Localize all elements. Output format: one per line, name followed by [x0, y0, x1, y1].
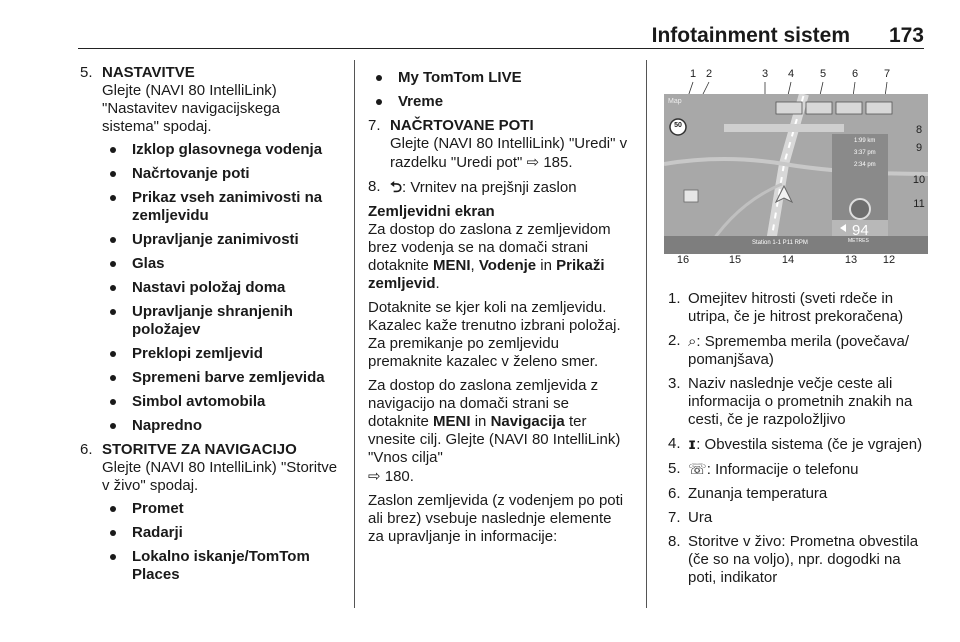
bullet-item: Preklopi zemljevid	[102, 345, 340, 363]
item-number: 7.	[368, 117, 381, 134]
bullet-item: My TomTom LIVE	[368, 69, 630, 87]
list-item-settings	[80, 64, 340, 435]
callout-label: 14	[781, 254, 795, 266]
map-view	[664, 94, 928, 254]
callout-label: 7	[883, 68, 891, 80]
bullet-item: Upravljanje shranjenih položajev	[102, 303, 340, 339]
page-title: Infotainment sistem	[651, 24, 850, 47]
list-item: 1. Omejitev hitrosti (sveti rdeče in utripa, če je hitrost prekoračena)	[668, 290, 904, 325]
callout-label: 8	[915, 124, 923, 136]
item-number: 6.	[80, 441, 93, 458]
bullet-item: Napredno	[102, 417, 340, 435]
zoom-icon: ⌕	[688, 332, 697, 350]
column-1	[80, 64, 340, 590]
paragraph: Za dostop do zaslona z zemljevidom brez vodenja se na domači strani dotaknite MENI, Vodenje in Prikaži zemljevid.	[368, 221, 611, 292]
callout-label: 13	[844, 254, 858, 266]
list-item: 3. Naziv naslednje večje ceste ali informacija o prometnih znakih na cesti, če je razpoložljivo	[668, 375, 913, 428]
back-arrow-icon: ⮌	[390, 178, 403, 196]
callout-label: 10	[912, 174, 926, 186]
list-item: 7. Ura	[668, 509, 713, 526]
paragraph: Dotaknite se kjer koli na zemljevidu. Kazalec kaže trenutno izbrani položaj. Za premikanje po zemljevidu premaknite kazalec v želeno smer.	[368, 299, 621, 370]
phone-icon: ☏	[688, 460, 707, 478]
distance-value: 94	[852, 222, 869, 239]
callout-label: 15	[728, 254, 742, 266]
page-number: 173	[888, 24, 924, 47]
item-title: STORITVE ZA NAVIGACIJO	[102, 441, 297, 458]
callout-label: 16	[676, 254, 690, 266]
bullet-item: Prikaz vseh zanimivosti na zemljevidu	[102, 189, 340, 225]
callout-label: 4	[787, 68, 795, 80]
bullet-item: Simbol avtomobila	[102, 393, 340, 411]
page-ref: 185.	[543, 154, 573, 171]
bullet-item: Upravljanje zanimivosti	[102, 231, 340, 249]
bullet-item: Izklop glasovnega vodenja	[102, 141, 340, 159]
bullet-item: Lokalno iskanje/TomTom Places	[102, 548, 340, 584]
bullet-item: Glas	[102, 255, 340, 273]
callout-label: 12	[882, 254, 896, 266]
column-divider	[646, 60, 647, 608]
item-description: : Vrnitev na prejšnji zaslon	[402, 179, 577, 196]
callout-label: 5	[819, 68, 827, 80]
street-name: Station 1-1 P11 RPM	[752, 240, 808, 246]
column-divider	[354, 60, 355, 608]
item-number: 5.	[80, 64, 93, 81]
callout-label: 2	[705, 68, 713, 80]
bullet-item: Radarji	[102, 524, 340, 542]
list-item-navigation-services	[80, 441, 340, 584]
item-title: NAČRTOVANE POTI	[390, 117, 534, 134]
page-ref-icon: ⇨	[368, 467, 381, 485]
paragraph: Za dostop do zaslona zemljevida z navigacijo na domači strani se dotaknite MENI in Navigacija ter vnesite cilj. Glejte (NAVI 80 IntelliLink) "Vnos cilja" ⇨ 180.	[368, 377, 621, 485]
list-item: 2. ⌕: Sprememba merila (povečava/ pomanjšava)	[668, 332, 909, 368]
bullet-item: Promet	[102, 500, 340, 518]
callout-label: 1	[689, 68, 697, 80]
list-item-planned-routes	[368, 117, 630, 172]
list-item: 8. Storitve v živo: Prometna obvestila (če so na voljo), npr. dogodki na poti, indikator	[668, 533, 919, 586]
callout-label: 3	[761, 68, 769, 80]
list-item: 5. ☏: Informacije o telefonu	[668, 460, 859, 478]
column-2	[368, 64, 630, 552]
bullet-item: Nastavi položaj doma	[102, 279, 340, 297]
item-description: Glejte (NAVI 80 IntelliLink) "Uredi" v razdelku "Uredi pot" ⇨ 185.	[390, 135, 628, 171]
map-screen-figure	[662, 66, 932, 280]
bullet-item: Vreme	[368, 93, 630, 111]
callout-label: 11	[913, 198, 925, 210]
item-description: Glejte (NAVI 80 IntelliLink) "Nastavitev navigacijskega sistema" spodaj.	[102, 82, 280, 135]
page-ref-icon: ⇨	[526, 153, 540, 171]
list-item-back	[368, 178, 630, 197]
item-description: Glejte (NAVI 80 IntelliLink) "Storitve v živo" spodaj.	[102, 459, 338, 494]
column-3	[668, 290, 930, 593]
map-label: Map	[668, 98, 682, 105]
list-item: 4. ɪ: Obvestila sistema (če je vgrajen)	[668, 435, 923, 453]
paragraph: Zaslon zemljevida (z vodenjem po poti ali brez) vsebuje naslednje elemente za upravljanje in informacije:	[368, 492, 624, 545]
callout-label: 6	[851, 68, 859, 80]
list-item: 6. Zunanja temperatura	[668, 485, 828, 502]
bullet-item: Spremeni barve zemljevida	[102, 369, 340, 387]
map-screen	[664, 94, 928, 254]
item-number: 8.	[368, 178, 381, 195]
item-title: NASTAVITVE	[102, 64, 195, 81]
time-info: 2:34 pm	[854, 162, 876, 168]
section-title: Zemljevidni ekran	[368, 203, 495, 220]
system-info-icon: ɪ	[688, 435, 697, 453]
callout-label: 9	[915, 142, 923, 154]
page-header	[78, 18, 924, 49]
time-info: 3:37 pm	[854, 150, 876, 156]
bullet-item: Načrtovanje poti	[102, 165, 340, 183]
time-info: 1:99 km	[854, 138, 876, 144]
distance-unit: METRES	[848, 238, 869, 244]
speed-limit-value: 50	[674, 122, 682, 129]
